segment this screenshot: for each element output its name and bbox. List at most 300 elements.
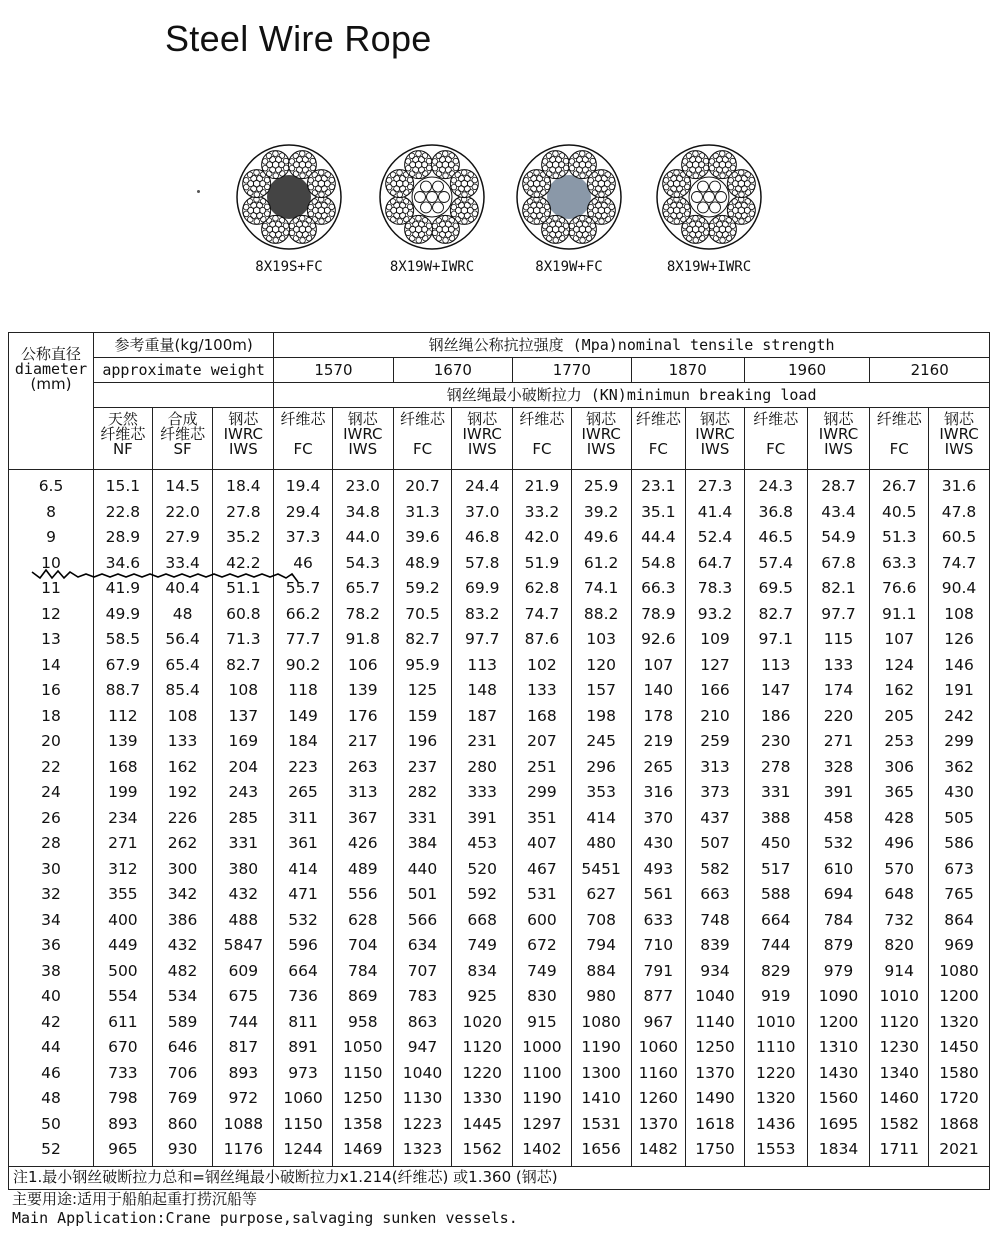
value-cell: 1320 [929,1010,990,1036]
value-cell: 1410 [571,1086,631,1112]
load-col-1670-0-l3: FC [412,440,433,458]
value-cell: 93.2 [686,602,745,628]
value-cell: 187 [452,704,513,730]
value-cell: 87.6 [513,627,572,653]
value-cell: 33.4 [152,551,213,577]
strength-header: 钢丝绳公称抗拉强度 (Mpa)nominal tensile strength [274,333,990,358]
value-cell: 532 [274,908,333,934]
value-cell: 893 [213,1061,274,1087]
value-cell: 1330 [452,1086,513,1112]
load-col-1670-0 [393,408,452,470]
value-cell: 430 [929,780,990,806]
diameter-cell: 52 [9,1137,94,1166]
value-cell: 107 [870,627,929,653]
value-cell: 958 [332,1010,393,1036]
value-cell: 148 [452,678,513,704]
table-row [9,857,990,883]
value-cell: 49.6 [571,525,631,551]
value-cell: 60.5 [929,525,990,551]
value-cell: 245 [571,729,631,755]
value-cell: 20.7 [393,470,452,500]
value-cell: 39.2 [571,500,631,526]
value-cell: 1868 [929,1112,990,1138]
value-cell: 1370 [631,1112,686,1138]
value-cell: 311 [274,806,333,832]
load-col-1670-0-l1: 纤维芯 [399,410,445,428]
value-cell: 54.8 [631,551,686,577]
value-cell: 1750 [686,1137,745,1166]
diameter-en: diameter [14,360,88,378]
value-cell: 1040 [393,1061,452,1087]
value-cell: 1320 [744,1086,807,1112]
diameter-cell: 50 [9,1112,94,1138]
value-cell: 159 [393,704,452,730]
load-col-1570-1-l3: IWS [348,440,378,458]
load-col-1870-0-l1: 纤维芯 [635,410,681,428]
load-col-2160-0-l1: 纤维芯 [876,410,922,428]
value-cell: 18.4 [213,470,274,500]
value-cell: 5847 [213,933,274,959]
page-title: Steel Wire Rope [165,18,432,59]
value-cell: 934 [686,959,745,985]
value-cell: 91.8 [332,627,393,653]
value-cell: 1080 [571,1010,631,1036]
value-cell: 391 [452,806,513,832]
value-cell: 980 [571,984,631,1010]
table-row [9,653,990,679]
load-col-1570-1-l1: 钢芯 [347,410,378,428]
value-cell: 127 [686,653,745,679]
value-cell: 663 [686,882,745,908]
value-cell: 331 [213,831,274,857]
value-cell: 34.6 [94,551,153,577]
value-cell: 582 [686,857,745,883]
value-cell: 633 [631,908,686,934]
value-cell: 82.7 [744,602,807,628]
diameter-cell: 34 [9,908,94,934]
diameter-cell: 6.5 [9,470,94,500]
value-cell: 231 [452,729,513,755]
value-cell: 169 [213,729,274,755]
diameter-cell: 38 [9,959,94,985]
value-cell: 19.4 [274,470,333,500]
value-cell: 749 [452,933,513,959]
value-cell: 44.0 [332,525,393,551]
value-cell: 51.1 [213,576,274,602]
value-cell: 64.7 [686,551,745,577]
load-col-1960-1-l2: IWRC [818,425,859,443]
diameter-cell: 48 [9,1086,94,1112]
rope-label: 8X19W+IWRC [666,259,752,275]
value-cell: 432 [152,933,213,959]
value-cell: 829 [744,959,807,985]
value-cell: 139 [332,678,393,704]
value-cell: 869 [332,984,393,1010]
value-cell: 41.9 [94,576,153,602]
value-cell: 839 [686,933,745,959]
value-cell: 1176 [213,1137,274,1166]
value-cell: 467 [513,857,572,883]
value-cell: 588 [744,882,807,908]
value-cell: 207 [513,729,572,755]
value-cell: 1223 [393,1112,452,1138]
value-cell: 670 [94,1035,153,1061]
weight-col-2 [213,408,274,470]
value-cell: 380 [213,857,274,883]
table-row [9,678,990,704]
value-cell: 749 [513,959,572,985]
value-cell: 784 [332,959,393,985]
speck [197,190,200,193]
value-cell: 1469 [332,1137,393,1166]
value-cell: 1553 [744,1137,807,1166]
value-cell: 1450 [929,1035,990,1061]
value-cell: 82.7 [213,653,274,679]
application-en: Main Application:Crane purpose,salvaging sunken vessels. [12,1209,518,1227]
value-cell: 328 [807,755,870,781]
value-cell: 97.7 [452,627,513,653]
load-col-1960-1-l3: IWS [824,440,853,458]
value-cell: 969 [929,933,990,959]
value-cell: 1010 [744,1010,807,1036]
value-cell: 49.9 [94,602,153,628]
value-cell: 430 [631,831,686,857]
value-cell: 220 [807,704,870,730]
value-cell: 331 [744,780,807,806]
table-row [9,959,990,985]
value-cell: 1100 [513,1061,572,1087]
value-cell: 919 [744,984,807,1010]
weight-header-cn: 参考重量(kg/100m) [94,333,274,358]
value-cell: 312 [94,857,153,883]
value-cell: 54.3 [332,551,393,577]
weight-header-spacer [94,383,274,408]
value-cell: 386 [152,908,213,934]
value-cell: 1260 [631,1086,686,1112]
value-cell: 414 [274,857,333,883]
weight-col-0 [94,408,153,470]
value-cell: 1482 [631,1137,686,1166]
diameter-cn: 公称直径 [21,345,82,363]
value-cell: 1060 [631,1035,686,1061]
load-col-1960-1 [807,408,870,470]
value-cell: 914 [870,959,929,985]
value-cell: 262 [152,831,213,857]
value-cell: 388 [744,806,807,832]
value-cell: 979 [807,959,870,985]
weight-col-0-l3: NF [112,440,133,458]
value-cell: 198 [571,704,631,730]
value-cell: 1711 [870,1137,929,1166]
diameter-cell: 10 [9,551,94,577]
value-cell: 34.8 [332,500,393,526]
diameter-cell: 11 [9,576,94,602]
value-cell: 15.1 [94,470,153,500]
value-cell: 33.2 [513,500,572,526]
value-cell: 596 [274,933,333,959]
value-cell: 534 [152,984,213,1010]
diameter-cell: 8 [9,500,94,526]
value-cell: 82.1 [807,576,870,602]
diameter-cell: 9 [9,525,94,551]
value-cell: 176 [332,704,393,730]
load-col-1570-1-l2: IWRC [343,425,383,443]
value-cell: 157 [571,678,631,704]
value-cell: 732 [870,908,929,934]
value-cell: 57.8 [452,551,513,577]
breaking-load-header: 钢丝绳最小破断拉力 (KN)minimun breaking load [274,383,990,408]
rope-cross-section-4 [655,143,763,251]
diameter-cell: 13 [9,627,94,653]
value-cell: 133 [807,653,870,679]
value-cell: 108 [929,602,990,628]
value-cell: 391 [807,780,870,806]
value-cell: 43.4 [807,500,870,526]
value-cell: 125 [393,678,452,704]
value-cell: 1618 [686,1112,745,1138]
value-cell: 1297 [513,1112,572,1138]
table-row [9,729,990,755]
value-cell: 1560 [807,1086,870,1112]
value-cell: 1200 [929,984,990,1010]
value-cell: 230 [744,729,807,755]
value-cell: 69.5 [744,576,807,602]
value-cell: 24.4 [452,470,513,500]
value-cell: 646 [152,1035,213,1061]
value-cell: 88.2 [571,602,631,628]
value-cell: 139 [94,729,153,755]
value-cell: 56.4 [152,627,213,653]
load-col-2160-0-l3: FC [889,440,909,458]
value-cell: 863 [393,1010,452,1036]
value-cell: 35.1 [631,500,686,526]
value-cell: 296 [571,755,631,781]
value-cell: 1120 [452,1035,513,1061]
value-cell: 367 [332,806,393,832]
diameter-cell: 44 [9,1035,94,1061]
value-cell: 967 [631,1010,686,1036]
application-cn: 主要用途:适用于船舶起重打捞沉船等 [12,1190,258,1208]
diameter-cell: 14 [9,653,94,679]
value-cell: 285 [213,806,274,832]
value-cell: 673 [929,857,990,883]
value-cell: 610 [807,857,870,883]
value-cell: 1080 [929,959,990,985]
value-cell: 27.8 [213,500,274,526]
value-cell: 147 [744,678,807,704]
table-row [9,470,990,500]
value-cell: 5451 [571,857,631,883]
value-cell: 271 [807,729,870,755]
table-row [9,984,990,1010]
value-cell: 1120 [870,1010,929,1036]
value-cell: 744 [213,1010,274,1036]
diameter-cell: 46 [9,1061,94,1087]
load-col-1870-1 [686,408,745,470]
load-col-1870-0-l3: FC [648,440,668,458]
value-cell: 74.7 [513,602,572,628]
table-row [9,1035,990,1061]
value-cell: 708 [571,908,631,934]
value-cell: 1695 [807,1112,870,1138]
value-cell: 78.3 [686,576,745,602]
value-cell: 1000 [513,1035,572,1061]
value-cell: 480 [571,831,631,857]
rope-label: 8X19S+FC [255,259,323,275]
value-cell: 78.9 [631,602,686,628]
value-cell: 426 [332,831,393,857]
value-cell: 1060 [274,1086,333,1112]
value-cell: 342 [152,882,213,908]
rope-label: 8X19W+FC [535,259,603,275]
diameter-cell: 28 [9,831,94,857]
spec-table [8,332,990,1190]
load-col-2160-1-l2: IWRC [939,425,979,443]
value-cell: 109 [686,627,745,653]
value-cell: 972 [213,1086,274,1112]
value-cell: 860 [152,1112,213,1138]
value-cell: 67.8 [807,551,870,577]
value-cell: 210 [686,704,745,730]
value-cell: 496 [870,831,929,857]
handwritten-strike-line [30,566,300,586]
value-cell: 37.0 [452,500,513,526]
value-cell: 65.7 [332,576,393,602]
diameter-header [9,333,94,470]
value-cell: 48 [152,602,213,628]
value-cell: 191 [929,678,990,704]
value-cell: 634 [393,933,452,959]
value-cell: 884 [571,959,631,985]
value-cell: 1200 [807,1010,870,1036]
load-col-2160-1-l3: IWS [944,440,974,458]
value-cell: 370 [631,806,686,832]
value-cell: 353 [571,780,631,806]
value-cell: 1310 [807,1035,870,1061]
value-cell: 44.4 [631,525,686,551]
value-cell: 219 [631,729,686,755]
load-col-2160-1-l1: 钢芯 [944,410,975,428]
value-cell: 1150 [274,1112,333,1138]
table-row [9,780,990,806]
value-cell: 63.3 [870,551,929,577]
load-col-1870-0 [631,408,686,470]
value-cell: 450 [744,831,807,857]
value-cell: 733 [94,1061,153,1087]
value-cell: 600 [513,908,572,934]
value-cell: 37.3 [274,525,333,551]
grade-1770: 1770 [513,358,631,383]
value-cell: 351 [513,806,572,832]
value-cell: 1130 [393,1086,452,1112]
value-cell: 915 [513,1010,572,1036]
load-col-1670-1 [452,408,513,470]
value-cell: 704 [332,933,393,959]
value-cell: 52.4 [686,525,745,551]
value-cell: 108 [152,704,213,730]
value-cell: 333 [452,780,513,806]
value-cell: 166 [686,678,745,704]
load-col-1960-0 [744,408,807,470]
value-cell: 21.9 [513,470,572,500]
value-cell: 74.7 [929,551,990,577]
value-cell: 112 [94,704,153,730]
value-cell: 23.1 [631,470,686,500]
table-row [9,908,990,934]
value-cell: 263 [332,755,393,781]
weight-col-1-l3: SF [173,440,192,458]
value-cell: 28.7 [807,470,870,500]
value-cell: 78.2 [332,602,393,628]
value-cell: 253 [870,729,929,755]
rope-cross-section-3 [515,143,623,251]
load-col-2160-0 [870,408,929,470]
value-cell: 48.9 [393,551,452,577]
value-cell: 85.4 [152,678,213,704]
value-cell: 820 [870,933,929,959]
value-cell: 1090 [807,984,870,1010]
value-cell: 1244 [274,1137,333,1166]
value-cell: 133 [152,729,213,755]
value-cell: 237 [393,755,452,781]
value-cell: 146 [929,653,990,679]
load-col-1870-1-l2: IWRC [695,425,735,443]
load-col-1570-0-l3: FC [293,440,313,458]
value-cell: 365 [870,780,929,806]
value-cell: 1140 [686,1010,745,1036]
value-cell: 507 [686,831,745,857]
value-cell: 554 [94,984,153,1010]
value-cell: 278 [744,755,807,781]
value-cell: 893 [94,1112,153,1138]
load-col-1960-0-l1: 纤维芯 [753,410,799,428]
value-cell: 440 [393,857,452,883]
load-col-1670-1-l3: IWS [467,440,497,458]
value-cell: 736 [274,984,333,1010]
value-cell: 28.9 [94,525,153,551]
value-cell: 414 [571,806,631,832]
weight-col-0-l1: 天然 [107,410,138,428]
value-cell: 489 [332,857,393,883]
value-cell: 784 [807,908,870,934]
value-cell: 864 [929,908,990,934]
value-cell: 306 [870,755,929,781]
value-cell: 71.3 [213,627,274,653]
value-cell: 313 [686,755,745,781]
value-cell: 115 [807,627,870,653]
value-cell: 1110 [744,1035,807,1061]
value-cell: 271 [94,831,153,857]
value-cell: 162 [152,755,213,781]
grade-1670: 1670 [393,358,512,383]
value-cell: 449 [94,933,153,959]
load-col-1960-1-l1: 钢芯 [823,410,854,428]
value-cell: 67.9 [94,653,153,679]
value-cell: 108 [213,678,274,704]
table-row [9,1086,990,1112]
value-cell: 1190 [513,1086,572,1112]
value-cell: 97.7 [807,602,870,628]
table-row [9,755,990,781]
value-cell: 707 [393,959,452,985]
value-cell: 1323 [393,1137,452,1166]
value-cell: 97.1 [744,627,807,653]
value-cell: 1190 [571,1035,631,1061]
value-cell: 744 [744,933,807,959]
value-cell: 251 [513,755,572,781]
value-cell: 384 [393,831,452,857]
value-cell: 31.3 [393,500,452,526]
